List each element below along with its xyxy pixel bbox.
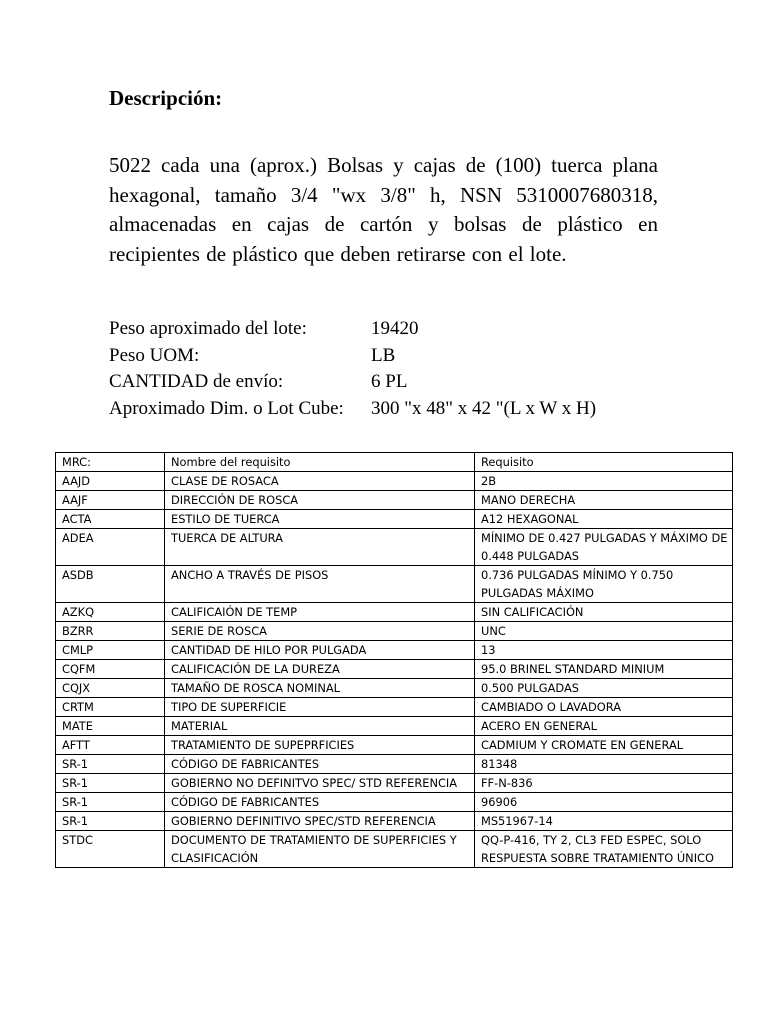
- header-requirement-name: Nombre del requisito: [165, 453, 475, 472]
- spec-row: [109, 396, 596, 423]
- cell-mrc: BZRR: [56, 622, 165, 641]
- table-row: [56, 698, 733, 717]
- cell-mrc: CRTM: [56, 698, 165, 717]
- table-row: [56, 622, 733, 641]
- cell-requirement-name: CALIFICAIÓN DE TEMP: [165, 603, 475, 622]
- cell-mrc: SR-1: [56, 755, 165, 774]
- cell-requirement-name: TRATAMIENTO DE SUPEPRFICIES: [165, 736, 475, 755]
- cell-requirement-name: CÓDIGO DE FABRICANTES: [165, 793, 475, 812]
- cell-requirement-name: CÓDIGO DE FABRICANTES: [165, 755, 475, 774]
- table-row: [56, 603, 733, 622]
- description-paragraph: 5022 cada una (aprox.) Bolsas y cajas de (100) tuerca plana hexagonal, tamaño 3/4 "wx 3/8" h, NSN 5310007680318, almacenadas en cajas de cartón y bolsas de plástico en recipientes de plástico que deben retirarse con el lote.: [109, 153, 658, 266]
- cell-requirement-name: GOBIERNO DEFINITIVO SPEC/STD REFERENCIA: [165, 812, 475, 831]
- cell-mrc: CQFM: [56, 660, 165, 679]
- spec-value: LB: [371, 344, 396, 366]
- cell-requirement: CADMIUM Y CROMATE EN GENERAL: [475, 736, 733, 755]
- spec-label: CANTIDAD de envío:: [109, 371, 284, 392]
- cell-requirement-name: CANTIDAD DE HILO POR PULGADA: [165, 641, 475, 660]
- cell-requirement: 13: [475, 641, 733, 660]
- cell-requirement: MANO DERECHA: [475, 491, 733, 510]
- cell-mrc: AAJD: [56, 472, 165, 491]
- cell-requirement-name: DOCUMENTO DE TRATAMIENTO DE SUPERFICIES Y CLASIFICACIÓN: [165, 831, 475, 868]
- table-row: [56, 755, 733, 774]
- table-row: [56, 510, 733, 529]
- description-heading: Descripción:: [109, 86, 223, 110]
- cell-mrc: CQJX: [56, 679, 165, 698]
- cell-requirement: 0.500 PULGADAS: [475, 679, 733, 698]
- cell-requirement-name: CALIFICACIÓN DE LA DUREZA: [165, 660, 475, 679]
- lot-specs: [109, 316, 596, 422]
- cell-requirement: 81348: [475, 755, 733, 774]
- spec-value: 300 "x 48" x 42 "(L x W x H): [371, 397, 597, 419]
- cell-requirement-name: MATERIAL: [165, 717, 475, 736]
- cell-requirement-name: ESTILO DE TUERCA: [165, 510, 475, 529]
- table-row: [56, 566, 733, 603]
- spec-label: Peso UOM:: [109, 344, 200, 366]
- cell-requirement: CAMBIADO O LAVADORA: [475, 698, 733, 717]
- table-row: [56, 641, 733, 660]
- table-row: [56, 812, 733, 831]
- cell-requirement-name: ANCHO A TRAVÉS DE PISOS: [165, 566, 475, 603]
- cell-mrc: AZKQ: [56, 603, 165, 622]
- table-row: [56, 793, 733, 812]
- cell-requirement-name: SERIE DE ROSCA: [165, 622, 475, 641]
- cell-mrc: STDC: [56, 831, 165, 868]
- cell-mrc: AAJF: [56, 491, 165, 510]
- table-row: [56, 491, 733, 510]
- requirements-table: [55, 452, 733, 868]
- cell-requirement: 0.736 PULGADAS MÍNIMO Y 0.750 PULGADAS MÁXIMO: [475, 566, 733, 603]
- cell-requirement-name: GOBIERNO NO DEFINITVO SPEC/ STD REFERENCIA: [165, 774, 475, 793]
- cell-mrc: SR-1: [56, 793, 165, 812]
- cell-requirement-name: TIPO DE SUPERFICIE: [165, 698, 475, 717]
- cell-requirement: ACERO EN GENERAL: [475, 717, 733, 736]
- cell-requirement: 95.0 BRINEL STANDARD MINIUM: [475, 660, 733, 679]
- table-row: [56, 660, 733, 679]
- cell-mrc: SR-1: [56, 774, 165, 793]
- table-row: [56, 472, 733, 491]
- header-requirement: Requisito: [475, 453, 733, 472]
- cell-requirement: QQ-P-416, TY 2, CL3 FED ESPEC, SOLO RESPUESTA SOBRE TRATAMIENTO ÚNICO: [475, 831, 733, 868]
- table-row: [56, 831, 733, 868]
- table-row: [56, 736, 733, 755]
- cell-requirement-name: TUERCA DE ALTURA: [165, 529, 475, 566]
- cell-requirement: UNC: [475, 622, 733, 641]
- table-body: [56, 472, 733, 868]
- spec-row: [109, 316, 596, 343]
- cell-mrc: MATE: [56, 717, 165, 736]
- table-row: [56, 529, 733, 566]
- table-row: [56, 679, 733, 698]
- cell-mrc: ASDB: [56, 566, 165, 603]
- cell-mrc: AFTT: [56, 736, 165, 755]
- cell-requirement: SIN CALIFICACIÓN: [475, 603, 733, 622]
- spec-label: Aproximado Dim. o Lot Cube:: [109, 397, 344, 419]
- spec-label: Peso aproximado del lote:: [109, 318, 307, 339]
- cell-mrc: SR-1: [56, 812, 165, 831]
- cell-requirement: MÍNIMO DE 0.427 PULGADAS Y MÁXIMO DE 0.448 PULGADAS: [475, 529, 733, 566]
- cell-requirement-name: TAMAÑO DE ROSCA NOMINAL: [165, 679, 475, 698]
- cell-requirement: FF-N-836: [475, 774, 733, 793]
- cell-mrc: CMLP: [56, 641, 165, 660]
- cell-requirement: A12 HEXAGONAL: [475, 510, 733, 529]
- cell-requirement: 2B: [475, 472, 733, 491]
- cell-requirement-name: DIRECCIÓN DE ROSCA: [165, 491, 475, 510]
- spec-value: 19420: [371, 318, 419, 339]
- cell-requirement: 96906: [475, 793, 733, 812]
- spec-value: 6 PL: [371, 371, 408, 392]
- table-row: [56, 717, 733, 736]
- cell-mrc: ADEA: [56, 529, 165, 566]
- table-header-row: [56, 453, 733, 472]
- spec-row: [109, 343, 596, 370]
- spec-row: [109, 369, 596, 396]
- cell-mrc: ACTA: [56, 510, 165, 529]
- cell-requirement-name: CLASE DE ROSACA: [165, 472, 475, 491]
- table-row: [56, 774, 733, 793]
- header-mrc: MRC:: [56, 453, 165, 472]
- cell-requirement: MS51967-14: [475, 812, 733, 831]
